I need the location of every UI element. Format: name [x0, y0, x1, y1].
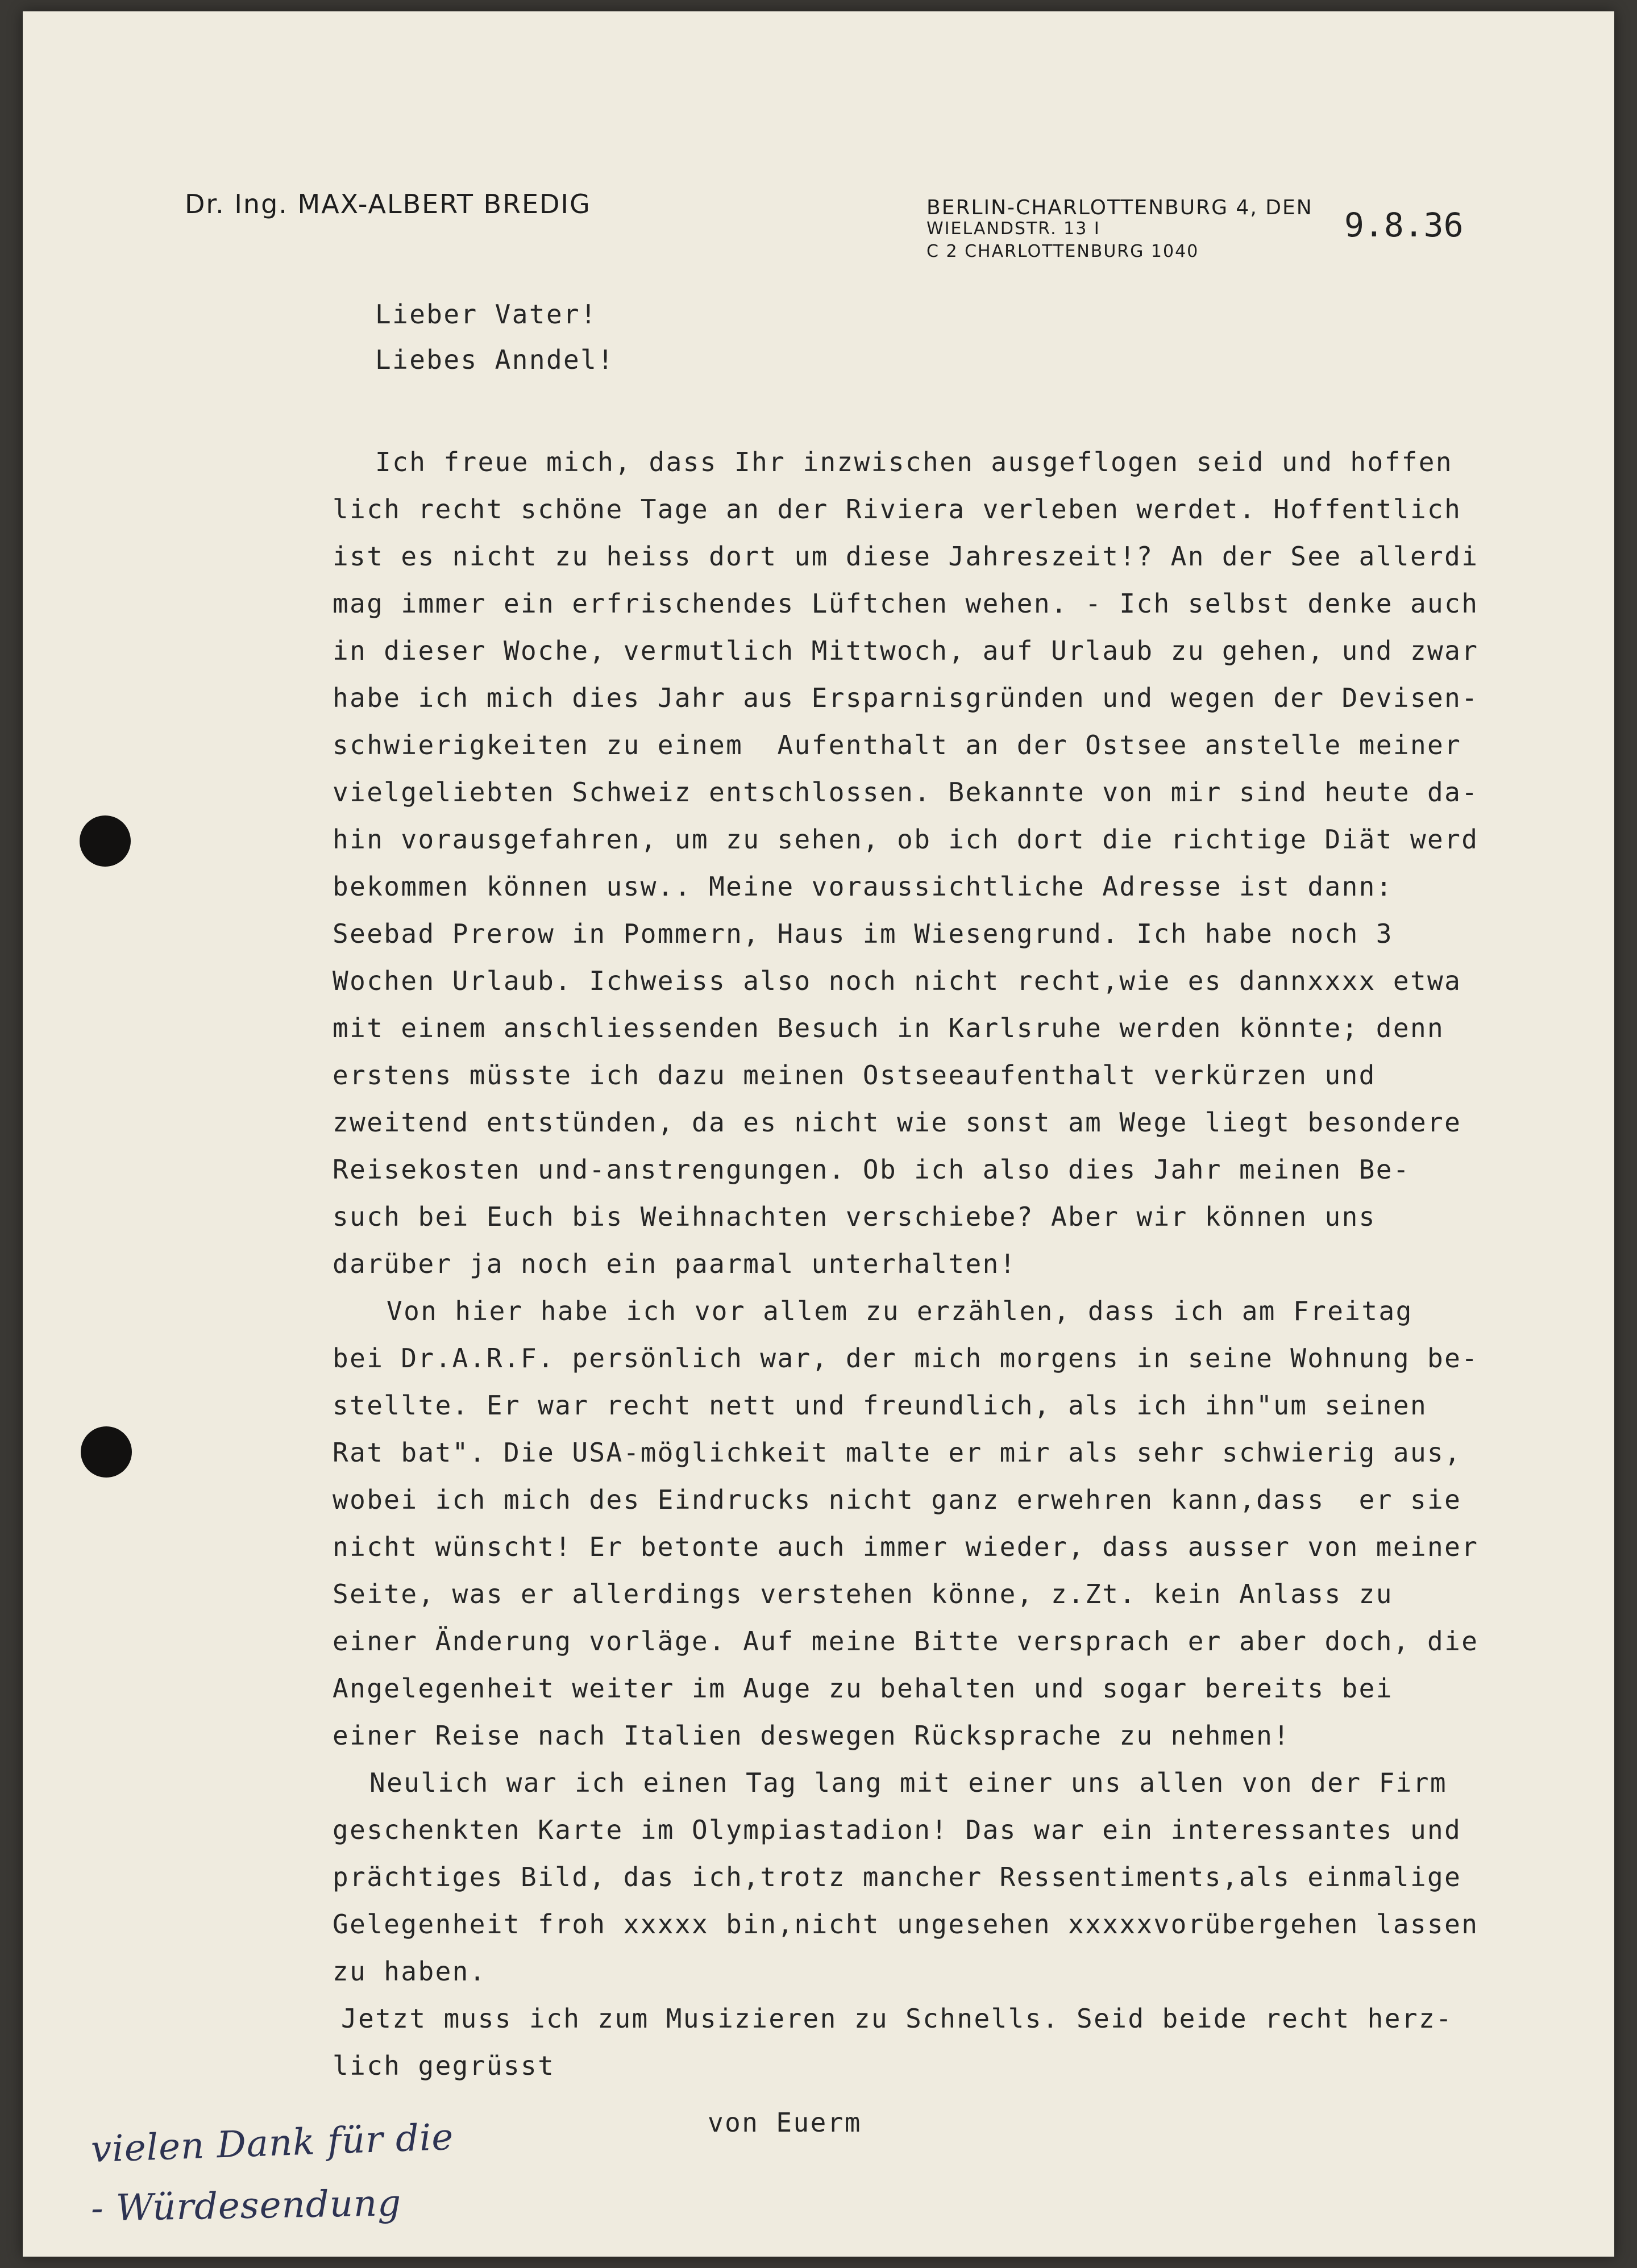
- body-line: hin vorausgefahren, um zu sehen, ob ich dort die richtige Diät werd: [333, 824, 1479, 855]
- body-line: geschenkten Karte im Olympiastadion! Das war ein interessantes und: [333, 1815, 1462, 1845]
- body-line: Von hier habe ich vor allem zu erzählen, dass ich am Freitag: [387, 1296, 1413, 1326]
- body-line: bei Dr.A.R.F. persönlich war, der mich morgens in seine Wohnung be-: [333, 1343, 1479, 1374]
- letterhead-address-city: BERLIN-CHARLOTTENBURG 4, DEN: [926, 196, 1313, 219]
- body-line: prächtiges Bild, das ich,trotz mancher Ressentiments,als einmalige: [333, 1862, 1462, 1892]
- salutation-line: Lieber Vater!: [375, 299, 598, 330]
- body-line: in dieser Woche, vermutlich Mittwoch, auf Urlaub zu gehen, und zwar: [333, 635, 1479, 666]
- body-line: mit einem anschliessenden Besuch in Karlsruhe werden könnte; denn: [333, 1013, 1445, 1043]
- body-line: Rat bat". Die USA-möglichkeit malte er mir als sehr schwierig aus,: [333, 1437, 1462, 1468]
- salutation-line: Liebes Anndel!: [375, 344, 615, 375]
- body-line: lich recht schöne Tage an der Riviera verleben werdet. Hoffentlich: [333, 494, 1462, 525]
- closing-line: von Euerm: [708, 2107, 862, 2138]
- body-line: Reisekosten und-anstrengungen. Ob ich also dies Jahr meinen Be-: [333, 1154, 1410, 1185]
- body-line: einer Reise nach Italien deswegen Rücksprache zu nehmen!: [333, 1720, 1291, 1751]
- handwritten-note-line: - Würdesendung: [90, 2182, 402, 2230]
- letter-date: 9.8.36: [1344, 206, 1464, 244]
- letterhead-address-street: WIELANDSTR. 13 I: [926, 219, 1100, 239]
- body-line: erstens müsste ich dazu meinen Ostseeaufenthalt verkürzen und: [333, 1060, 1376, 1091]
- body-line: nicht wünscht! Er betonte auch immer wieder, dass ausser von meiner: [333, 1532, 1479, 1562]
- body-line: Neulich war ich einen Tag lang mit einer uns allen von der Firm: [369, 1767, 1447, 1798]
- body-line: such bei Euch bis Weihnachten verschiebe? Aber wir können uns: [333, 1201, 1376, 1232]
- handwritten-note-line: vielen Dank für die: [90, 2116, 455, 2171]
- body-line: habe ich mich dies Jahr aus Ersparnisgründen und wegen der Devisen-: [333, 683, 1479, 713]
- body-line: darüber ja noch ein paarmal unterhalten!: [333, 1249, 1017, 1279]
- body-line: mag immer ein erfrischendes Lüftchen wehen. - Ich selbst denke auch: [333, 588, 1479, 619]
- body-line: Angelegenheit weiter im Auge zu behalten und sogar bereits bei: [333, 1673, 1393, 1704]
- body-line: zu haben.: [333, 1956, 487, 1987]
- body-line: Ich freue mich, dass Ihr inzwischen ausgeflogen seid und hoffen: [375, 447, 1453, 477]
- body-line: zweitend entstünden, da es nicht wie sonst am Wege liegt besondere: [333, 1107, 1462, 1138]
- body-line: schwierigkeiten zu einem Aufenthalt an der Ostsee anstelle meiner: [333, 730, 1462, 760]
- body-line: ist es nicht zu heiss dort um diese Jahreszeit!? An der See allerdi: [333, 541, 1479, 572]
- letterhead-address-phone: C 2 CHARLOTTENBURG 1040: [926, 242, 1199, 261]
- body-line: einer Änderung vorläge. Auf meine Bitte versprach er aber doch, die: [333, 1626, 1479, 1657]
- letter-page: [23, 11, 1614, 2257]
- body-line: lich gegrüsst: [333, 2050, 555, 2081]
- punch-hole-upper: [80, 815, 131, 867]
- body-line: Seebad Prerow in Pommern, Haus im Wiesengrund. Ich habe noch 3: [333, 918, 1393, 949]
- body-line: wobei ich mich des Eindrucks nicht ganz erwehren kann,dass er sie: [333, 1484, 1462, 1515]
- body-line: Gelegenheit froh xxxxx bin,nicht ungesehen xxxxxvorübergehen lassen: [333, 1909, 1479, 1940]
- body-line: bekommen können usw.. Meine voraussichtliche Adresse ist dann:: [333, 871, 1393, 902]
- body-line: vielgeliebten Schweiz entschlossen. Bekannte von mir sind heute da-: [333, 777, 1479, 808]
- body-line: Jetzt muss ich zum Musizieren zu Schnells. Seid beide recht herz-: [341, 2003, 1453, 2034]
- body-line: stellte. Er war recht nett und freundlich, als ich ihn"um seinen: [333, 1390, 1428, 1421]
- letterhead-sender: Dr. Ing. MAX-ALBERT BREDIG: [185, 189, 591, 219]
- body-line: Seite, was er allerdings verstehen könne, z.Zt. kein Anlass zu: [333, 1579, 1393, 1609]
- body-line: Wochen Urlaub. Ichweiss also noch nicht recht,wie es dannxxxx etwa: [333, 966, 1462, 996]
- punch-hole-lower: [81, 1426, 132, 1478]
